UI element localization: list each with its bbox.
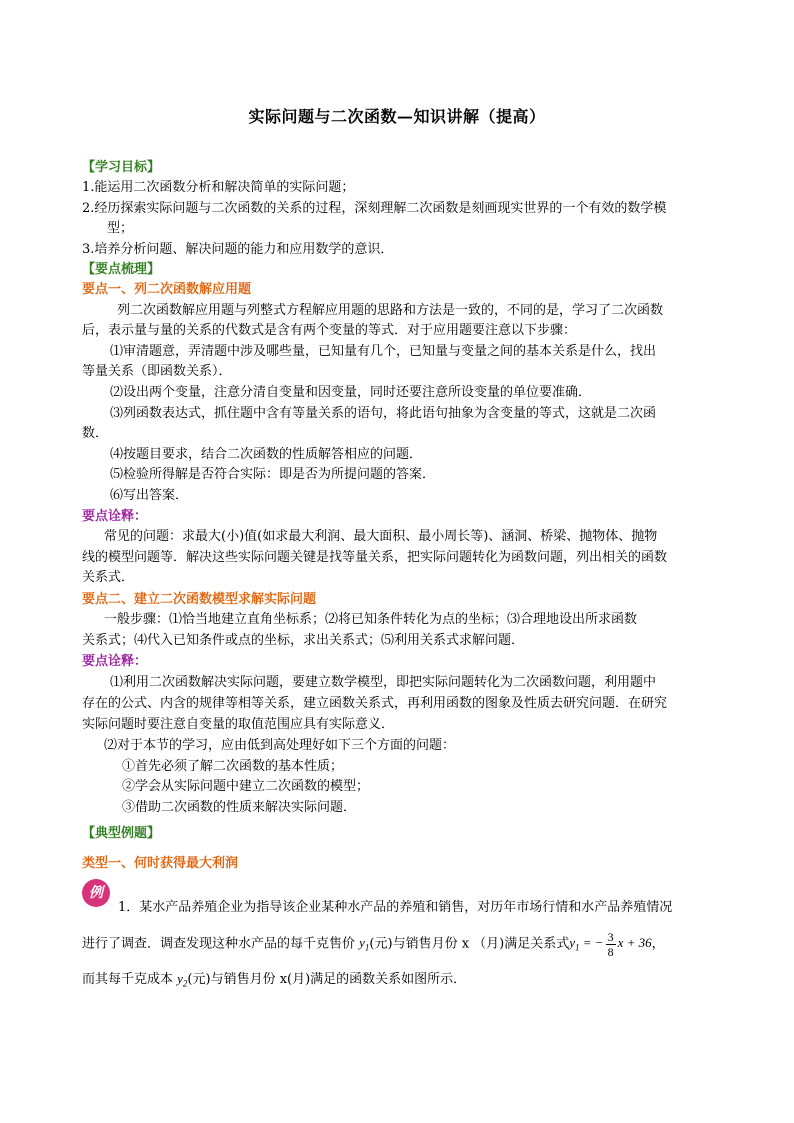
example-badge-icon: 例 (82, 879, 110, 907)
point2-note1-line1: ⑴利用二次函数解决实际问题，要建立数学模型，即把实际问题转化为二次函数问题，利用题中 (110, 675, 657, 690)
objective-item-2-cont: 型； (107, 221, 134, 236)
example1-line2-end: ， (651, 936, 665, 952)
point1-note-line2: 线的模型问题等．解决这些实际问题关键是找等量关系，把实际问题转化为函数问题，列出相关的函数 (82, 550, 668, 565)
step2: ⑵设出两个变量，注意分清自变量和因变量，同时还要注意所设变量的单位要准确． (110, 385, 592, 400)
example1-line2-text-a: 进行了调查．调查发现这种水产品的每千克售价 (82, 936, 360, 952)
y2-letter: y (177, 971, 183, 986)
example1-line3-text-b: (元)与销售月份 x(月)满足的函数关系如图所示． (187, 972, 467, 987)
point2-note2-c: ③借助二次函数的性质来解决实际问题． (122, 800, 357, 815)
point2-note1-line3: 实际问题时要注意自变量的取值范围应具有实际意义． (82, 717, 395, 732)
y2-subscript: 2 (182, 978, 188, 989)
fraction-denominator: 8 (607, 945, 614, 959)
point1-intro-line2: 后，表示量与量的关系的代数式是含有两个变量的等式．对于应用题要注意以下步骤： (82, 323, 577, 338)
step3-line1: ⑶列函数表达式，抓住题中含有等量关系的语句，将此语句抽象为含变量的等式，这就是二次函 (110, 406, 657, 421)
formula-lhs-subscript: 1 (575, 943, 580, 954)
page-title: 实际问题与二次函数—知识讲解（提高） (248, 107, 546, 126)
step6: ⑹写出答案． (110, 488, 189, 503)
step5: ⑸检验所得解是否符合实际：即是否为所提问题的答案． (110, 467, 436, 482)
example1-line1: 1．某水产品养殖企业为指导该企业某种水产品的养殖和销售，对历年市场行情和水产品养殖情况 (118, 900, 673, 915)
key-points-heading: 【要点梳理】 (82, 262, 161, 277)
objective-item-2: 2.经历探索实际问题与二次函数的关系的过程，深刻理解二次函数是刻画现实世界的一个有效的数学模 (82, 201, 667, 216)
formula-lhs: y (569, 935, 576, 951)
example1-line2 (82, 930, 665, 959)
formula-fraction (606, 930, 616, 959)
point2-heading: 要点二、建立二次函数模型求解实际问题 (82, 592, 317, 607)
step1-line2: 等量关系（即函数关系）． (82, 364, 232, 379)
point1-note-line3: 关系式． (82, 570, 135, 585)
point2-steps-line2: 关系式；⑷代入已知条件或点的坐标，求出关系式；⑸利用关系式求解问题． (82, 633, 525, 648)
point2-steps-line1: 一般步骤：⑴恰当地建立直角坐标系；⑵将已知条件转化为点的坐标；⑶合理地设出所求函数 (104, 612, 638, 627)
point2-note2: ⑵对于本节的学习，应由低到高处理好如下三个方面的问题： (104, 738, 456, 753)
y1-subscript: 1 (364, 943, 370, 954)
y2-symbol (177, 971, 188, 989)
point2-note2-b: ②学会从实际问题中建立二次函数的模型； (122, 779, 370, 794)
examples-heading: 【典型例题】 (82, 826, 161, 841)
formula-rhs: x + 36 (617, 935, 652, 951)
fraction-numerator: 3 (607, 930, 614, 944)
y1-letter: y (359, 935, 365, 951)
type1-heading: 类型一、何时获得最大利润 (82, 856, 239, 871)
point1-note-line1: 常见的问题：求最大(小)值(如求最大利润、最大面积、最小周长等)、涵洞、桥梁、抛物体、抛物 (104, 529, 658, 544)
example1-line2-text-b: (元)与销售月份 x （月)满足关系式 (369, 936, 570, 952)
point1-note-heading: 要点诠释： (82, 509, 148, 524)
price-formula (569, 930, 652, 959)
example1-line3 (82, 971, 466, 992)
point1-intro-line1: 列二次函数解应用题与列整式方程解应用题的思路和方法是一致的，不同的是，学习了二次函数 (117, 303, 664, 318)
step4: ⑷按题目要求，结合二次函数的性质解答相应的问题． (110, 447, 423, 462)
step1-line1: ⑴审清题意，弄清题中涉及哪些量，已知量有几个，已知量与变量之间的基本关系是什么，找出 (110, 344, 657, 359)
objectives-heading: 【学习目标】 (82, 160, 161, 175)
point2-note1-line2: 存在的公式、内含的规律等相等关系，建立函数关系式，再利用函数的图象及性质去研究问题．在研究 (82, 696, 668, 711)
y1-symbol (359, 935, 370, 954)
point2-note-heading: 要点诠释： (82, 654, 148, 669)
step3-line2: 数． (82, 426, 109, 441)
example1-line3-text-a: 而其每千克成本 (82, 972, 178, 987)
formula-equals: = − (579, 935, 604, 951)
objective-item-1: 1.能运用二次函数分析和解决简单的实际问题； (82, 180, 355, 195)
point1-heading: 要点一、列二次函数解应用题 (82, 282, 252, 297)
objective-item-3: 3.培养分析问题、解决问题的能力和应用数学的意识． (82, 242, 394, 257)
point2-note2-a: ①首先必须了解二次函数的基本性质； (122, 759, 344, 774)
